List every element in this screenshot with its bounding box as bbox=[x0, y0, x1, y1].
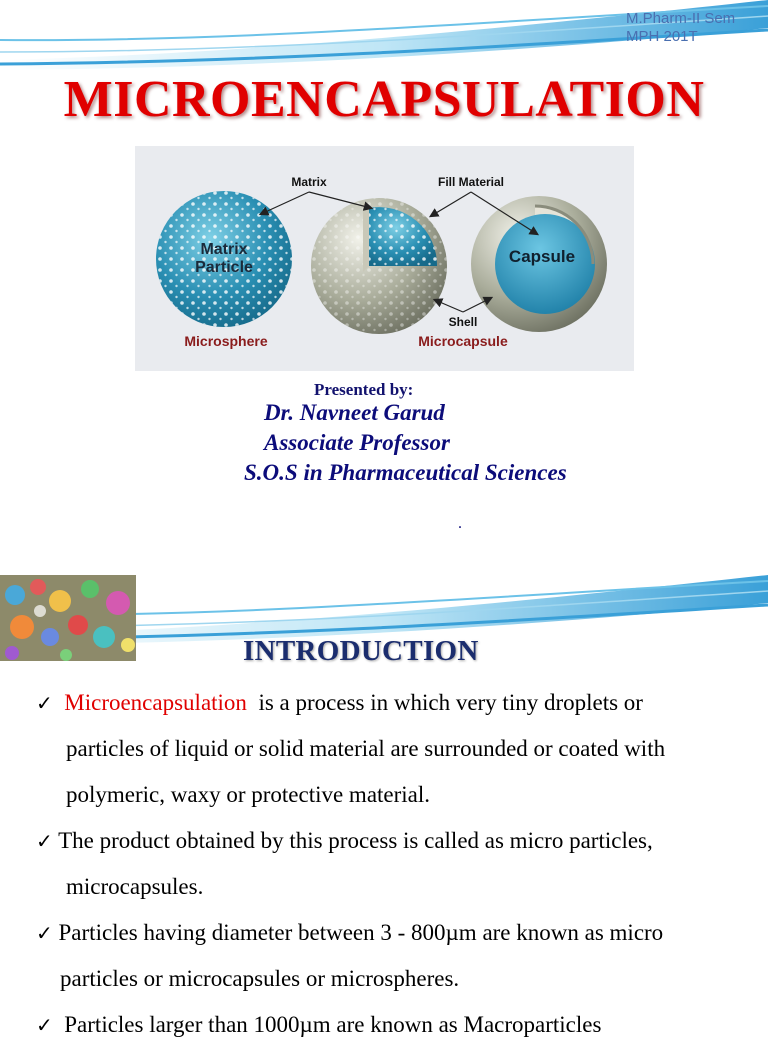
shell-arrow-left bbox=[435, 300, 463, 312]
matrix-arrow-right bbox=[309, 192, 371, 208]
capsule-label: Capsule bbox=[508, 247, 576, 266]
microparticles-thumbnail bbox=[0, 575, 136, 661]
author-name: Dr. Navneet Garud bbox=[264, 400, 445, 425]
bullet-1-text: is a process in which very tiny droplets or bbox=[258, 690, 643, 715]
bullet-1-line-2: particles of liquid or solid material are surrounded or coated with bbox=[66, 736, 666, 761]
microsphere-label: Microsphere bbox=[184, 333, 268, 349]
slide-title: MICROENCAPSULATION bbox=[63, 71, 705, 128]
bullet-4-text: Particles larger than 1000µm are known as Macroparticles bbox=[64, 1012, 602, 1037]
fill-material-label: Fill Material bbox=[437, 175, 505, 189]
matrix-label: Matrix bbox=[291, 175, 327, 189]
bullet-3-line-2: particles or microcapsules or microspheres. bbox=[60, 966, 460, 991]
introduction-slide bbox=[0, 575, 768, 1037]
check-icon: ✓ bbox=[36, 829, 53, 853]
author-department: S.O.S in Pharmaceutical Sciences bbox=[244, 460, 567, 485]
author-position: Associate Professor bbox=[264, 430, 450, 455]
bullet-1-line-3: polymeric, waxy or protective material. bbox=[66, 782, 431, 807]
bullet-3-text: Particles having diameter between 3 - 800µm are known as micro bbox=[58, 920, 664, 945]
matrix-particle-label-2: Particle bbox=[195, 259, 253, 276]
intro-title: INTRODUCTION bbox=[243, 635, 479, 667]
cutaway-microcapsule bbox=[311, 198, 447, 334]
check-icon: ✓ bbox=[36, 691, 53, 715]
trailing-dot: . bbox=[458, 515, 462, 532]
bullet-2-line-1 bbox=[36, 818, 653, 864]
matrix-arrow-left bbox=[261, 192, 309, 214]
bullet-2-text: The product obtained by this process is called as micro particles, bbox=[58, 828, 653, 853]
bullet-3-line-1 bbox=[36, 910, 663, 956]
fill-arrow-left bbox=[431, 192, 471, 216]
check-icon: ✓ bbox=[36, 921, 53, 945]
microcapsule-label: Microcapsule bbox=[418, 333, 508, 349]
microencapsulation-diagram bbox=[135, 146, 634, 371]
highlight-term: Microencapsulation bbox=[64, 690, 247, 715]
shell-label: Shell bbox=[448, 315, 478, 329]
bullet-1-line-1 bbox=[36, 680, 643, 726]
bullet-2-line-2: microcapsules. bbox=[66, 874, 204, 899]
course-semester: M.Pharm-II Sem bbox=[626, 10, 736, 27]
check-icon: ✓ bbox=[36, 1013, 53, 1037]
course-number: MPH 201T bbox=[626, 28, 698, 45]
matrix-particle-label-1: Matrix bbox=[200, 241, 248, 258]
course-code bbox=[626, 10, 735, 46]
presented-by: Presented by: bbox=[314, 380, 414, 399]
bullet-4-line-1 bbox=[36, 1002, 601, 1048]
